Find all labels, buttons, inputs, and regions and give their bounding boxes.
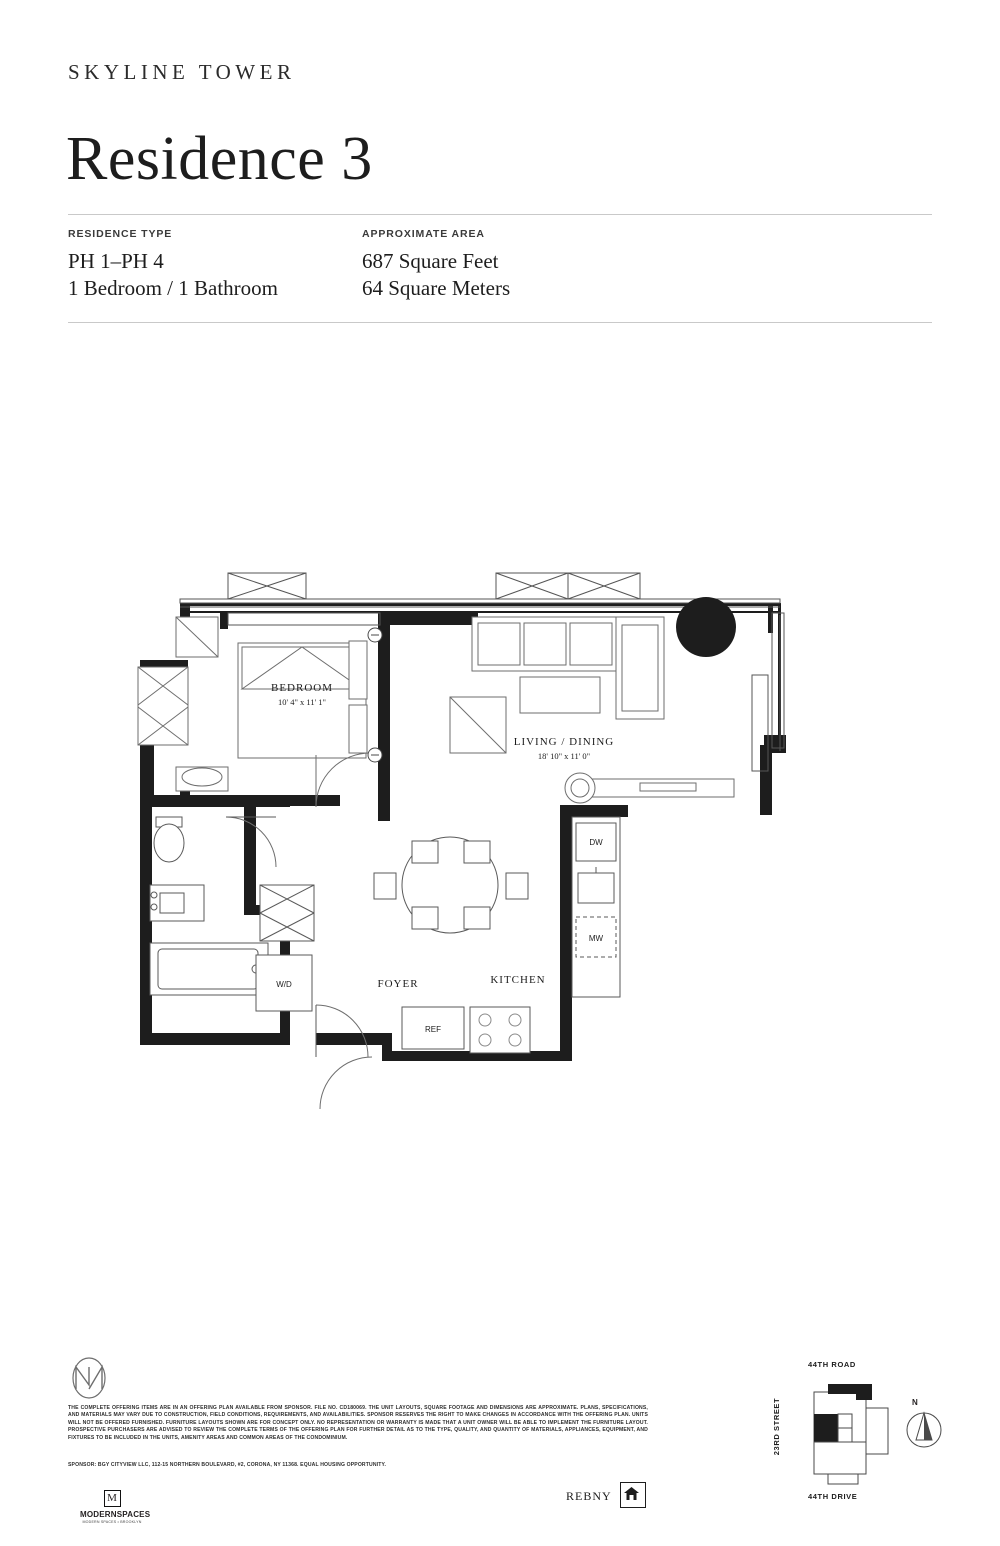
residence-type-label: RESIDENCE TYPE bbox=[68, 228, 173, 240]
room-dims-living-dining: 18' 10" x 11' 0" bbox=[537, 751, 591, 761]
room-label-bedroom: BEDROOM bbox=[270, 682, 334, 694]
residence-type-block bbox=[68, 228, 278, 302]
compass-north-label: N bbox=[912, 1398, 918, 1407]
appliance-label-dw: DW bbox=[589, 838, 603, 847]
bedroom-furniture bbox=[138, 617, 370, 807]
compass-icon bbox=[898, 1400, 950, 1452]
room-dims-bedroom: 10' 4" x 11' 1" bbox=[278, 697, 326, 707]
skyline-tower-logo-icon bbox=[66, 1355, 112, 1401]
kitchen-fixtures bbox=[374, 817, 620, 1053]
street-label-left: 23RD STREET bbox=[772, 1397, 782, 1456]
approximate-area-label: APPROXIMATE AREA bbox=[362, 228, 485, 240]
disclaimer-text: THE COMPLETE OFFERING ITEMS ARE IN AN OFFERING PLAN AVAILABLE FROM SPONSOR. FILE NO. CD180069. THE UNIT LAYOUTS, SQUARE FOOTAGE AND DIMENSIONS ARE APPROXIMATE. PLANS, SPECIFICATIONS, AND MATERIALS MAY VARY DUE TO CONSTRUCTION, FIELD CONDITIONS, REQUIREMENTS, AND AVAILABILITIES. SPONSOR RESERVES THE RIGHT TO MAKE CHANGES IN ACCORDANCE WITH THE OFFERING PLAN. UNITS WILL NOT BE OFFERED FURNISHED. FURNITURE LAYOUTS SHOWN ARE FOR CONCEPT ONLY. NO REPRESENTATION OR WARRANTY IS MADE THAT A UNIT OWNER WILL BE ABLE TO IMPLEMENT THE FURNITURE LAYOUT. PROSPECTIVE PURCHASERS ARE ADVISED TO REVIEW THE COMPLETE TERMS OF THE OFFERING PLAN FOR FURTHER DETAIL AS TO THE TYPE, QUALITY, AND QUANTITY OF MATERIALS, APPLIANCES, EQUIPMENT, AND FIXTURES TO BE INCLUDED IN THE UNITS, AMENITY AREAS AND COMMON AREAS OF THE CONDOMINIUM. bbox=[68, 1405, 648, 1441]
floor-plan-svg bbox=[120, 555, 880, 1135]
rebny-logo: REBNY bbox=[566, 1489, 612, 1503]
key-map bbox=[760, 1360, 950, 1510]
brokerage-logo bbox=[80, 1490, 151, 1524]
floor-plan bbox=[120, 555, 880, 1135]
room-label-living-dining: LIVING / DINING bbox=[513, 736, 615, 748]
approximate-area-value-line1: 687 Square Feet bbox=[362, 249, 499, 273]
brand-title: SKYLINE TOWER bbox=[68, 60, 296, 84]
appliance-label-wd: W/D bbox=[276, 980, 292, 989]
sponsor-text: SPONSOR: BGY CITYVIEW LLC, 112-15 NORTHERN BOULEVARD, #2, CORONA, NY 11368. EQUAL HOUSING OPPORTUNITY. bbox=[68, 1462, 387, 1468]
laundry-closet bbox=[256, 885, 372, 1109]
page-title: Residence 3 bbox=[66, 125, 373, 193]
appliance-label-ref: REF bbox=[425, 1025, 441, 1034]
approximate-area-block bbox=[362, 228, 510, 302]
equal-housing-opportunity-icon bbox=[620, 1482, 646, 1508]
brokerage-sub: MODERN SPACES • BROOKLYN bbox=[82, 1520, 142, 1524]
divider-top bbox=[68, 214, 932, 215]
living-furniture bbox=[450, 597, 736, 803]
key-map-diagram bbox=[798, 1378, 908, 1488]
brokerage-name: MODERNSPACES bbox=[80, 1510, 151, 1519]
appliance-label-mw: MW bbox=[588, 934, 604, 943]
room-label-foyer: FOYER bbox=[377, 978, 419, 990]
residence-type-value-line2: 1 Bedroom / 1 Bathroom bbox=[68, 276, 278, 300]
divider-bottom bbox=[68, 322, 932, 323]
street-label-top: 44TH ROAD bbox=[808, 1360, 856, 1369]
room-label-kitchen: KITCHEN bbox=[490, 974, 546, 986]
residence-type-value-line1: PH 1–PH 4 bbox=[68, 249, 164, 273]
brokerage-mark-icon: M bbox=[104, 1490, 121, 1507]
approximate-area-value-line2: 64 Square Meters bbox=[362, 276, 511, 300]
street-label-bottom: 44TH DRIVE bbox=[808, 1492, 858, 1501]
